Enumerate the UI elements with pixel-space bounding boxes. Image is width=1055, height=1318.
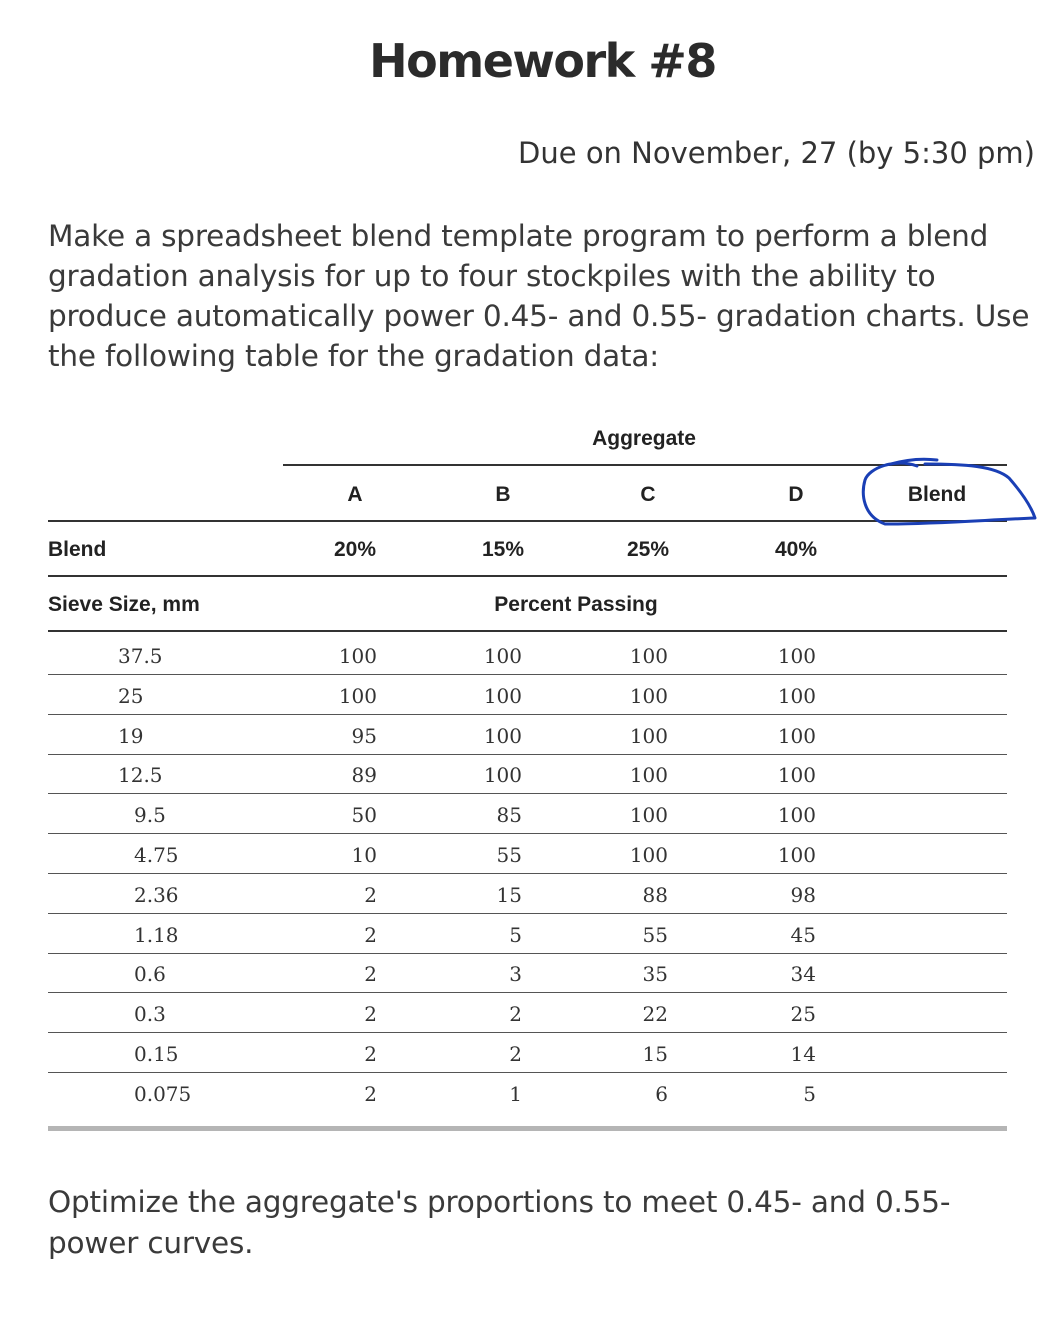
row-divider	[48, 793, 1007, 794]
row-divider	[48, 1032, 1007, 1033]
due-date: Due on November, 27 (by 5:30 pm)	[518, 136, 1035, 170]
blend-value-c: 25%	[626, 538, 670, 561]
percent-passing-a-cell: 100	[338, 683, 377, 708]
percent-passing-c-cell: 6	[655, 1081, 668, 1106]
percent-passing-b-cell: 100	[483, 683, 522, 708]
row-divider	[48, 913, 1007, 914]
percent-passing-c-cell: 100	[629, 723, 668, 748]
percent-passing-b-cell: 3	[509, 962, 522, 987]
percent-passing-a-cell: 2	[364, 882, 377, 907]
percent-passing-a-cell: 2	[364, 1081, 377, 1106]
table-rule	[48, 575, 1007, 577]
percent-passing-b-cell: 55	[496, 843, 522, 867]
sieve-size-cell: 0.6	[134, 962, 166, 987]
percent-passing-a-cell: 89	[351, 763, 377, 788]
percent-passing-a-cell: 2	[364, 1002, 377, 1027]
table-bottom-bar	[48, 1126, 1007, 1131]
row-divider	[48, 833, 1007, 834]
percent-passing-label: Percent Passing	[494, 593, 658, 616]
percent-passing-d-cell: 34	[790, 962, 816, 987]
blend-value-d: 40%	[774, 538, 818, 561]
percent-passing-c-cell: 100	[629, 763, 668, 788]
column-header-b: B	[495, 483, 511, 506]
percent-passing-c-cell: 35	[642, 962, 668, 987]
percent-passing-d-cell: 100	[777, 723, 816, 748]
percent-passing-c-cell: 100	[629, 803, 668, 828]
percent-passing-b-cell: 15	[496, 882, 522, 907]
sieve-size-cell: 0.15	[134, 1042, 179, 1066]
sieve-size-cell: 25	[118, 683, 144, 708]
percent-passing-b-cell: 100	[483, 723, 522, 748]
row-divider	[48, 754, 1007, 755]
percent-passing-c-cell: 15	[642, 1042, 668, 1066]
column-header-blend: Blend	[907, 483, 967, 506]
percent-passing-b-cell: 100	[483, 644, 522, 668]
row-divider	[48, 714, 1007, 715]
blend-value-a: 20%	[333, 538, 377, 561]
percent-passing-d-cell: 100	[777, 763, 816, 788]
percent-passing-a-cell: 2	[364, 922, 377, 947]
percent-passing-b-cell: 2	[509, 1042, 522, 1066]
hand-drawn-circle-annotation	[855, 454, 1045, 534]
row-divider	[48, 873, 1007, 874]
percent-passing-d-cell: 100	[777, 644, 816, 668]
blend-row-label: Blend	[48, 538, 107, 561]
row-divider	[48, 953, 1007, 954]
row-divider	[48, 1072, 1007, 1073]
percent-passing-a-cell: 2	[364, 1042, 377, 1066]
percent-passing-b-cell: 85	[496, 803, 522, 828]
page-title: Homework #8	[369, 34, 716, 88]
blend-value-b: 15%	[481, 538, 525, 561]
percent-passing-a-cell: 50	[351, 803, 377, 828]
percent-passing-d-cell: 14	[790, 1042, 816, 1066]
column-header-d: D	[788, 483, 804, 506]
percent-passing-a-cell: 95	[351, 723, 377, 748]
percent-passing-a-cell: 10	[351, 843, 377, 867]
percent-passing-d-cell: 100	[777, 803, 816, 828]
sieve-size-cell: 2.36	[134, 882, 179, 907]
percent-passing-a-cell: 100	[338, 644, 377, 668]
percent-passing-c-cell: 100	[629, 683, 668, 708]
sieve-size-label: Sieve Size, mm	[48, 593, 200, 616]
percent-passing-b-cell: 2	[509, 1002, 522, 1027]
percent-passing-d-cell: 45	[790, 922, 816, 947]
sieve-size-cell: 0.3	[134, 1002, 166, 1027]
percent-passing-a-cell: 2	[364, 962, 377, 987]
sieve-size-cell: 37.5	[118, 644, 163, 668]
column-header-a: A	[347, 483, 363, 506]
percent-passing-b-cell: 5	[509, 922, 522, 947]
sieve-size-cell: 12.5	[118, 763, 163, 788]
row-divider	[48, 992, 1007, 993]
instructions-text: Make a spreadsheet blend template program to perform a blend gradation analysis for up to four stockpiles with the ability to produce automatically power 0.45- and 0.55- gradation charts. Use the following table for the gradation data:	[48, 219, 1030, 373]
percent-passing-c-cell: 100	[629, 843, 668, 867]
percent-passing-b-cell: 1	[509, 1081, 522, 1106]
row-divider	[48, 674, 1007, 675]
sieve-size-cell: 4.75	[134, 843, 179, 867]
table-rule	[48, 630, 1007, 632]
aggregate-header: Aggregate	[592, 427, 696, 450]
percent-passing-d-cell: 5	[803, 1081, 816, 1106]
percent-passing-d-cell: 98	[790, 882, 816, 907]
percent-passing-c-cell: 55	[642, 922, 668, 947]
percent-passing-d-cell: 25	[790, 1002, 816, 1027]
percent-passing-d-cell: 100	[777, 683, 816, 708]
sieve-size-cell: 19	[118, 723, 144, 748]
closing-instructions: Optimize the aggregate's proportions to meet 0.45- and 0.55- power curves.	[48, 1185, 951, 1260]
percent-passing-c-cell: 22	[642, 1002, 668, 1027]
sieve-size-cell: 1.18	[134, 922, 179, 947]
sieve-size-cell: 9.5	[134, 803, 166, 828]
percent-passing-d-cell: 100	[777, 843, 816, 867]
column-header-c: C	[640, 483, 656, 506]
percent-passing-c-cell: 100	[629, 644, 668, 668]
percent-passing-b-cell: 100	[483, 763, 522, 788]
sieve-size-cell: 0.075	[134, 1081, 192, 1106]
percent-passing-c-cell: 88	[642, 882, 668, 907]
